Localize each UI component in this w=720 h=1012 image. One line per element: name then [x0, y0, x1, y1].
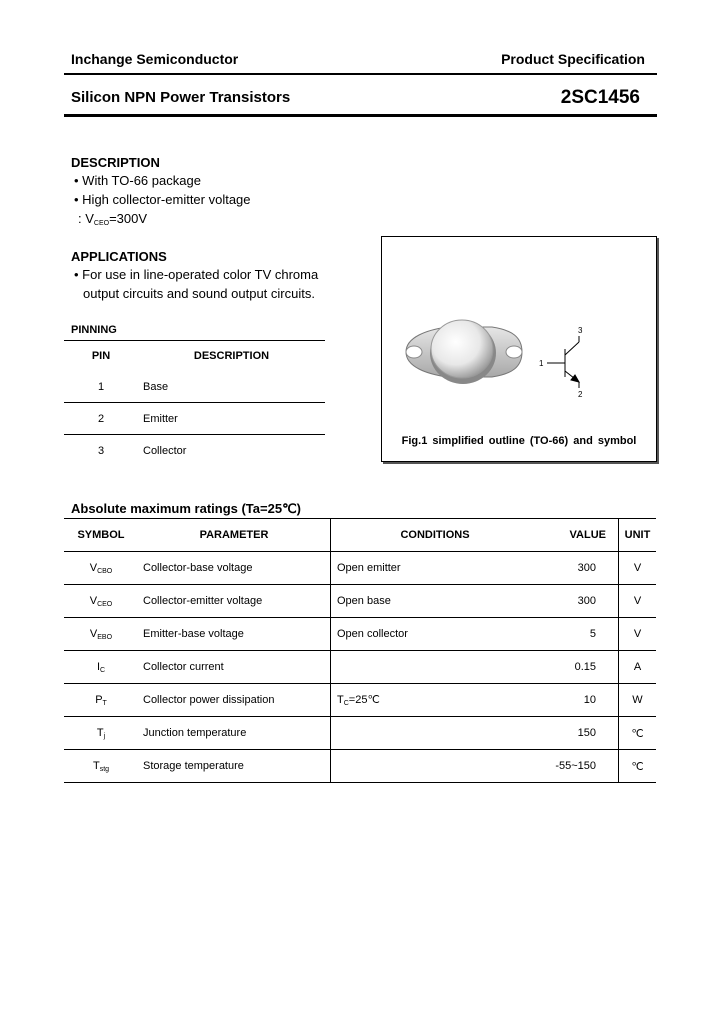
vceo-spec: : $V_{CEO}=300V$ [78, 211, 148, 227]
rating-condition: Open base [331, 585, 540, 618]
rating-value: 5 [539, 618, 619, 651]
applications-line-2: output circuits and sound output circuits. [83, 286, 315, 301]
rating-unit: V [619, 552, 657, 585]
rating-value: 300 [539, 552, 619, 585]
rating-unit: V [619, 618, 657, 651]
conditions-col-header: CONDITIONS [331, 519, 540, 552]
rating-unit: ℃ [619, 717, 657, 750]
pin-number: 3 [64, 435, 138, 467]
part-number: 2SC1456 [560, 87, 640, 108]
rating-value: 150 [539, 717, 619, 750]
rating-condition: Open emitter [331, 552, 540, 585]
rating-value: 10 [539, 684, 619, 717]
rating-condition: Open collector [331, 618, 540, 651]
rating-symbol: $V_{CBO}$ [64, 552, 138, 585]
npn-transistor-symbol [547, 336, 579, 388]
description-bullet-2: • High collector-emitter voltage [74, 192, 251, 207]
pin-row [64, 371, 325, 403]
pin-number: 2 [64, 403, 138, 435]
unit-col-header: UNIT [619, 519, 657, 552]
applications-title: APPLICATIONS [71, 249, 167, 264]
value-col-header: VALUE [539, 519, 619, 552]
doc-type: Product Specification [501, 51, 645, 67]
rating-symbol: $T_{stg}$ [64, 750, 138, 783]
pin-description: Emitter [138, 403, 325, 435]
rating-row [64, 717, 656, 750]
symbol-pin-base-label: 1 [539, 359, 544, 368]
rating-unit: V [619, 585, 657, 618]
applications-line-1: • For use in line-operated color TV chroma [74, 267, 319, 282]
pin-description: Base [143, 380, 169, 393]
rating-condition [331, 717, 540, 750]
rating-symbol: $T_j$ [64, 717, 138, 750]
rating-condition: $T_C=25℃$ [331, 684, 540, 717]
rating-symbol: $I_C$ [64, 651, 138, 684]
rating-parameter: Junction temperature [138, 717, 331, 750]
rating-parameter: Emitter-base voltage [138, 618, 331, 651]
to66-outline-and-symbol [382, 237, 656, 461]
pinning-table [64, 340, 325, 466]
rating-value: 300 [539, 585, 619, 618]
rating-row [64, 585, 656, 618]
pinning-title: PINNING [71, 324, 117, 336]
symbol-pin-emitter-label: 2 [578, 390, 583, 399]
rating-row [64, 552, 656, 585]
rating-value: 0.15 [539, 651, 619, 684]
rating-parameter: Collector-base voltage [138, 552, 331, 585]
rating-parameter: Collector power dissipation [138, 684, 331, 717]
rating-unit: A [619, 651, 657, 684]
ratings-title: Absolute maximum ratings (Ta=25℃) [71, 501, 301, 516]
rating-row [64, 618, 656, 651]
ratings-table [64, 518, 656, 783]
rating-symbol: $P_T$ [64, 684, 138, 717]
to66-package-drawing [406, 320, 522, 384]
pin-row [64, 435, 325, 467]
rating-row [64, 750, 656, 783]
rating-parameter: Collector current [138, 651, 331, 684]
rating-symbol: $V_{EBO}$ [64, 618, 138, 651]
header-rule-1 [64, 73, 657, 75]
rating-condition [331, 750, 540, 783]
rating-unit: W [619, 684, 657, 717]
pin-description: Collector [138, 435, 325, 467]
pin-row [64, 403, 325, 435]
figure-caption: Fig.1 simplified outline (TO-66) and symbol [401, 435, 637, 447]
rating-parameter: Storage temperature [138, 750, 331, 783]
description-title: DESCRIPTION [71, 155, 160, 170]
rating-parameter: Collector-emitter voltage [138, 585, 331, 618]
figure-box [381, 236, 657, 462]
rating-symbol: $V_{CEO}$ [64, 585, 138, 618]
rating-unit: ℃ [619, 750, 657, 783]
description-bullet-1: • With TO-66 package [74, 173, 201, 188]
rating-condition [331, 651, 540, 684]
rating-value: -55~150 [539, 750, 619, 783]
company-name: Inchange Semiconductor [71, 51, 239, 67]
pin-col-header: PIN [64, 341, 138, 372]
product-line: Silicon NPN Power Transistors [71, 89, 291, 106]
symbol-pin-collector-label: 3 [578, 326, 583, 335]
rating-row [64, 651, 656, 684]
parameter-col-header: PARAMETER [138, 519, 331, 552]
pin-desc-col-header: DESCRIPTION [138, 341, 325, 372]
pin-number: 1 [97, 380, 105, 393]
symbol-col-header: SYMBOL [64, 519, 138, 552]
rating-row [64, 684, 656, 717]
header-rule-2 [64, 114, 657, 117]
